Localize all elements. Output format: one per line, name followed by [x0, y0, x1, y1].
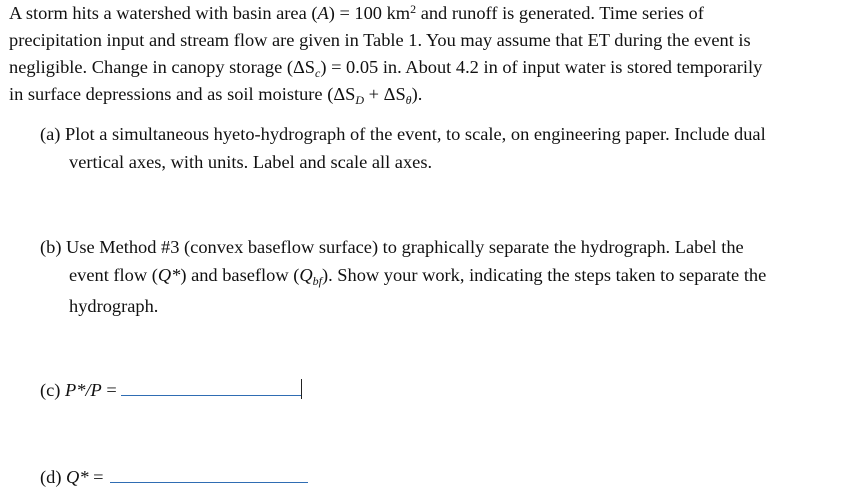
subscript: D — [355, 93, 365, 107]
question-a-line-2: vertical axes, with units. Label and scale all axes. — [69, 152, 433, 172]
superscript: 2 — [410, 2, 417, 16]
question-c-expression: P*/P — [65, 380, 102, 400]
text: ) = 0.05 in. About 4.2 in of input water is stored temporarily — [320, 57, 763, 77]
text: ) and baseflow ( — [180, 265, 300, 285]
text: + ΔS — [364, 84, 406, 104]
answer-c-field[interactable] — [121, 377, 301, 396]
statement-line-2: precipitation input and stream flow are given in Table 1. You may assume that ET during the event is — [9, 30, 751, 50]
question-b — [40, 233, 850, 320]
statement-line-1 — [9, 0, 849, 27]
subscript: bf — [312, 274, 322, 288]
var-qstar: Q* — [157, 265, 181, 285]
text: event flow ( — [69, 265, 158, 285]
problem-statement — [9, 0, 849, 108]
text: and runoff is generated. Time series of — [416, 3, 704, 23]
text-cursor — [301, 379, 302, 399]
var-area: A — [317, 3, 329, 23]
subscript: c — [315, 66, 321, 80]
subscript: θ — [405, 93, 412, 107]
question-d-expression: Q* — [66, 467, 89, 487]
statement-line-4 — [9, 81, 849, 108]
question-c — [40, 376, 850, 404]
text: ). Show your work, indicating the steps taken to separate the — [321, 265, 767, 285]
question-a — [40, 120, 850, 176]
question-b-line-3: hydrograph. — [69, 296, 159, 316]
answer-d-field[interactable] — [110, 464, 308, 483]
statement-line-3 — [9, 54, 849, 81]
question-b-line-1: (b) Use Method #3 (convex baseflow surface) to graphically separate the hydrograph. Label the — [40, 237, 744, 257]
question-d — [40, 463, 850, 491]
text: negligible. Change in canopy storage (ΔS — [9, 57, 316, 77]
question-d-label: (d) — [40, 467, 67, 487]
text: A storm hits a watershed with basin area ( — [9, 3, 318, 23]
equals-sign: = — [101, 380, 117, 400]
question-b-line-2 — [40, 261, 850, 289]
question-c-label: (c) — [40, 380, 66, 400]
var-q: Q — [299, 265, 313, 285]
question-a-line-1: (a) Plot a simultaneous hyeto-hydrograph of the event, to scale, on engineering paper. Include dual — [40, 124, 766, 144]
text: ) = 100 km — [328, 3, 411, 23]
equals-sign: = — [88, 467, 104, 487]
text: ). — [411, 84, 423, 104]
text: in surface depressions and as soil moisture (ΔS — [9, 84, 356, 104]
